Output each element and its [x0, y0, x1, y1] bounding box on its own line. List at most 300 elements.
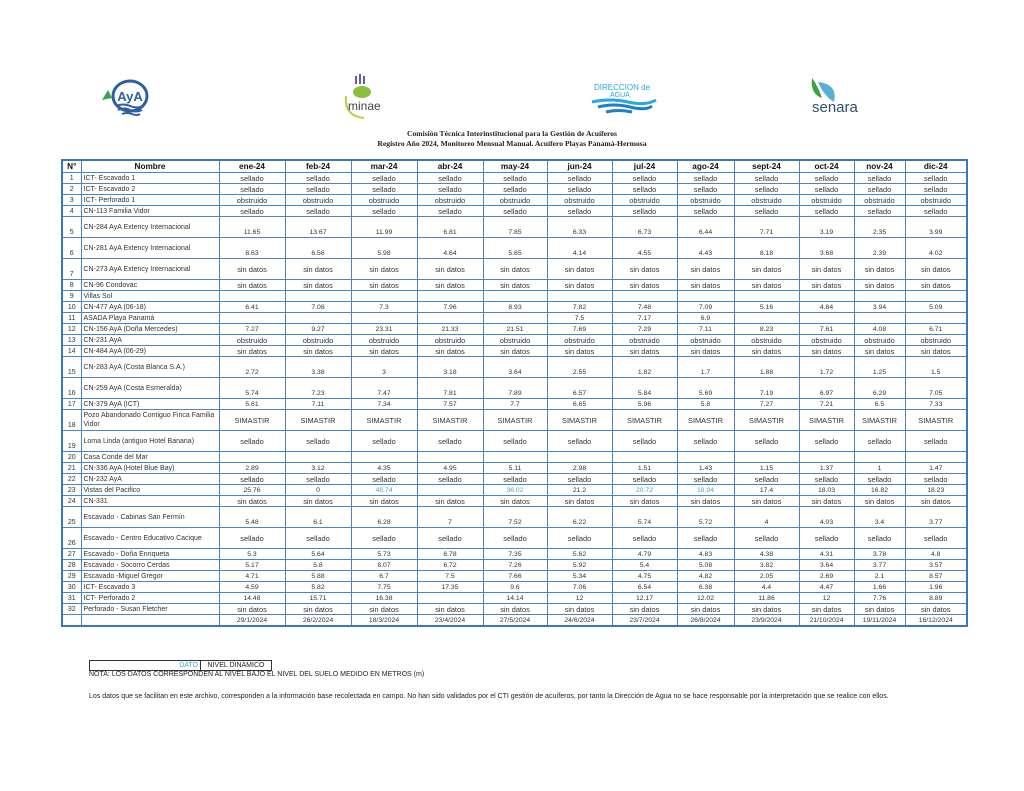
- measurement-cell: sellado: [854, 431, 905, 452]
- measurement-cell: sellado: [905, 528, 967, 549]
- measurement-date: 26/2/2024: [285, 615, 351, 627]
- column-header-month: jul-24: [612, 160, 677, 173]
- measurement-cell: sin datos: [219, 280, 285, 291]
- measurement-cell: [351, 291, 417, 302]
- measurement-cell: 3: [351, 357, 417, 378]
- measurement-cell: 2.39: [854, 238, 905, 259]
- column-header-month: oct-24: [799, 160, 854, 173]
- measurement-cell: sellado: [351, 206, 417, 217]
- measurement-cell: 8.57: [905, 571, 967, 582]
- measurement-cell: obstruido: [417, 195, 483, 206]
- measurement-cell: sellado: [219, 474, 285, 485]
- measurement-cell: [417, 313, 483, 324]
- table-row: [62, 604, 967, 615]
- measurement-cell: sin datos: [285, 346, 351, 357]
- column-header-month: ago-24: [677, 160, 734, 173]
- measurement-cell: 8.93: [483, 302, 547, 313]
- measurement-date: 23/4/2024: [417, 615, 483, 627]
- measurement-cell: 7.27: [219, 324, 285, 335]
- measurement-cell: 6.28: [351, 507, 417, 528]
- measurement-cell: 1.7: [677, 357, 734, 378]
- measurement-cell: 6.78: [417, 549, 483, 560]
- measurement-cell: sellado: [483, 528, 547, 549]
- measurement-cell: 4.71: [219, 571, 285, 582]
- measurement-cell: 21.33: [417, 324, 483, 335]
- measurement-cell: sellado: [285, 173, 351, 184]
- measurement-cell: 8.63: [219, 238, 285, 259]
- measurement-cell: 20.72: [612, 485, 677, 496]
- measurement-cell: sin datos: [612, 259, 677, 280]
- measurement-cell: 3.94: [854, 302, 905, 313]
- measurement-cell: 7.21: [799, 399, 854, 410]
- measurement-cell: 7.17: [612, 313, 677, 324]
- measurement-cell: sin datos: [219, 496, 285, 507]
- measurement-cell: [677, 452, 734, 463]
- measurement-cell: obstruido: [285, 195, 351, 206]
- measurement-cell: obstruido: [799, 195, 854, 206]
- measurement-cell: sellado: [799, 528, 854, 549]
- row-number: 27: [62, 549, 81, 560]
- row-number: 3: [62, 195, 81, 206]
- measurement-cell: 4.64: [417, 238, 483, 259]
- legend-key: DATO: [90, 661, 201, 670]
- measurement-cell: SIMASTIR: [547, 410, 612, 431]
- measurement-cell: sin datos: [547, 604, 612, 615]
- measurement-cell: obstruido: [417, 335, 483, 346]
- measurement-cell: 1.25: [854, 357, 905, 378]
- measurement-cell: sin datos: [854, 259, 905, 280]
- measurement-cell: sellado: [417, 528, 483, 549]
- measurement-cell: 1.15: [734, 463, 799, 474]
- measurement-cell: [219, 452, 285, 463]
- measurement-cell: 6.56: [285, 238, 351, 259]
- measurement-cell: 17.35: [417, 582, 483, 593]
- table-row: [62, 528, 967, 549]
- row-number: 16: [62, 378, 81, 399]
- measurement-cell: sellado: [677, 431, 734, 452]
- measurement-cell: sellado: [483, 173, 547, 184]
- measurement-cell: sin datos: [351, 496, 417, 507]
- measurement-cell: 5.82: [285, 582, 351, 593]
- well-name: ICT- Perforado 2: [81, 593, 219, 604]
- measurement-cell: obstruido: [547, 335, 612, 346]
- measurement-cell: 5.98: [351, 238, 417, 259]
- measurement-cell: sellado: [285, 184, 351, 195]
- measurement-cell: 3.82: [734, 560, 799, 571]
- table-row: [62, 217, 967, 238]
- table-row: [62, 560, 967, 571]
- measurement-cell: 5.48: [219, 507, 285, 528]
- measurement-cell: 9.6: [483, 582, 547, 593]
- measurement-cell: 3.68: [799, 238, 854, 259]
- measurement-cell: 5.92: [547, 560, 612, 571]
- table-row: [62, 582, 967, 593]
- measurement-cell: SIMASTIR: [854, 410, 905, 431]
- measurement-cell: 12.17: [612, 593, 677, 604]
- measurement-cell: sellado: [734, 173, 799, 184]
- measurement-cell: [417, 485, 483, 496]
- column-header-month: jun-24: [547, 160, 612, 173]
- measurement-cell: sellado: [854, 173, 905, 184]
- measurement-cell: 6.38: [677, 582, 734, 593]
- measurement-cell: 6.44: [677, 217, 734, 238]
- measurement-cell: [612, 452, 677, 463]
- measurement-cell: [799, 313, 854, 324]
- table-row: [62, 259, 967, 280]
- row-number: 19: [62, 431, 81, 452]
- measurement-cell: sin datos: [417, 259, 483, 280]
- measurement-cell: sin datos: [417, 604, 483, 615]
- measurement-cell: sin datos: [417, 346, 483, 357]
- measurement-cell: 6.54: [612, 582, 677, 593]
- measurement-cell: 6.81: [417, 217, 483, 238]
- well-name: CN-484 AyA (06-29): [81, 346, 219, 357]
- well-name: ASADA Playa Panamá: [81, 313, 219, 324]
- measurement-cell: 7.06: [547, 582, 612, 593]
- measurement-cell: 21.51: [483, 324, 547, 335]
- measurement-cell: SIMASTIR: [905, 410, 967, 431]
- measurement-cell: 3.57: [905, 560, 967, 571]
- measurement-cell: sellado: [677, 173, 734, 184]
- measurement-date: 19/11/2024: [854, 615, 905, 627]
- measurement-cell: 18.94: [677, 485, 734, 496]
- measurement-cell: 7.89: [483, 378, 547, 399]
- measurement-cell: 4.82: [677, 571, 734, 582]
- well-name: CN-477 AyA (06-18): [81, 302, 219, 313]
- measurement-cell: 12.02: [677, 593, 734, 604]
- measurement-date: 27/5/2024: [483, 615, 547, 627]
- measurement-cell: 4.47: [799, 582, 854, 593]
- row-number: 5: [62, 217, 81, 238]
- measurement-cell: sin datos: [612, 496, 677, 507]
- row-number: 26: [62, 528, 81, 549]
- measurement-date: 29/1/2024: [219, 615, 285, 627]
- measurement-cell: 13.67: [285, 217, 351, 238]
- row-number: 2: [62, 184, 81, 195]
- measurement-cell: sellado: [219, 206, 285, 217]
- measurement-cell: sellado: [285, 474, 351, 485]
- row-number: 30: [62, 582, 81, 593]
- measurement-cell: sellado: [905, 431, 967, 452]
- measurement-cell: [677, 291, 734, 302]
- measurement-cell: 5.74: [612, 507, 677, 528]
- measurement-cell: sellado: [351, 528, 417, 549]
- measurement-cell: sin datos: [905, 496, 967, 507]
- measurement-cell: [734, 313, 799, 324]
- measurement-cell: 2.55: [547, 357, 612, 378]
- well-name: CN-232 AyA: [81, 474, 219, 485]
- measurement-cell: SIMASTIR: [677, 410, 734, 431]
- measurement-cell: 1.96: [905, 582, 967, 593]
- table-row: [62, 496, 967, 507]
- measurement-cell: sin datos: [285, 496, 351, 507]
- measurement-cell: sin datos: [905, 259, 967, 280]
- measurement-cell: 7.52: [483, 507, 547, 528]
- row-number: 9: [62, 291, 81, 302]
- measurement-cell: sin datos: [677, 346, 734, 357]
- measurement-cell: 16.38: [351, 593, 417, 604]
- table-row: [62, 593, 967, 604]
- measurement-cell: sin datos: [417, 280, 483, 291]
- well-name: ICT- Escavado 3: [81, 582, 219, 593]
- measurement-cell: 1: [854, 463, 905, 474]
- table-row: [62, 195, 967, 206]
- measurement-cell: sellado: [734, 528, 799, 549]
- measurement-date: 21/10/2024: [799, 615, 854, 627]
- measurement-cell: 7.27: [734, 399, 799, 410]
- measurement-cell: sellado: [734, 184, 799, 195]
- table-row: [62, 431, 967, 452]
- measurement-cell: 7: [417, 507, 483, 528]
- measurement-cell: sellado: [734, 474, 799, 485]
- measurement-cell: 11.65: [219, 217, 285, 238]
- measurement-cell: sellado: [351, 173, 417, 184]
- table-row: [62, 184, 967, 195]
- measurement-cell: 8.89: [905, 593, 967, 604]
- measurement-cell: obstruido: [219, 195, 285, 206]
- monitoring-table-container: [61, 159, 966, 627]
- measurement-cell: sellado: [285, 431, 351, 452]
- measurement-cell: sellado: [854, 528, 905, 549]
- measurement-cell: sin datos: [219, 346, 285, 357]
- measurement-cell: 8.07: [351, 560, 417, 571]
- measurement-cell: 6.71: [905, 324, 967, 335]
- measurement-cell: 6.57: [547, 378, 612, 399]
- measurement-cell: 48.74: [351, 485, 417, 496]
- table-row: [62, 463, 967, 474]
- measurement-cell: sellado: [547, 173, 612, 184]
- measurement-cell: 5.8: [285, 560, 351, 571]
- measurement-cell: SIMASTIR: [799, 410, 854, 431]
- column-header-month: feb-24: [285, 160, 351, 173]
- header-row: [62, 160, 967, 173]
- svg-text:senara: senara: [812, 99, 858, 116]
- measurement-cell: sin datos: [483, 496, 547, 507]
- svg-text:AyA: AyA: [117, 89, 143, 104]
- measurement-cell: sin datos: [612, 346, 677, 357]
- measurement-cell: sellado: [677, 474, 734, 485]
- measurement-cell: sin datos: [734, 346, 799, 357]
- empty-cell: [62, 615, 81, 627]
- well-name: Vistas del Pacifico: [81, 485, 219, 496]
- measurement-cell: 1.72: [799, 357, 854, 378]
- measurement-cell: 5.73: [351, 549, 417, 560]
- row-number: 1: [62, 173, 81, 184]
- row-number: 20: [62, 452, 81, 463]
- measurement-cell: 5.09: [905, 302, 967, 313]
- measurement-cell: 8.23: [734, 324, 799, 335]
- measurement-cell: obstruido: [799, 335, 854, 346]
- measurement-cell: 7.11: [285, 399, 351, 410]
- row-number: 10: [62, 302, 81, 313]
- measurement-cell: 3.4: [854, 507, 905, 528]
- measurement-cell: 25.76: [219, 485, 285, 496]
- measurement-cell: obstruido: [905, 195, 967, 206]
- measurement-cell: [351, 313, 417, 324]
- measurement-cell: sin datos: [547, 346, 612, 357]
- measurement-cell: [351, 452, 417, 463]
- measurement-cell: sin datos: [219, 604, 285, 615]
- measurement-cell: [905, 452, 967, 463]
- measurement-cell: obstruido: [612, 335, 677, 346]
- measurement-cell: sin datos: [854, 346, 905, 357]
- svg-text:DIRECCION de: DIRECCION de: [594, 83, 651, 92]
- measurement-cell: 3.64: [483, 357, 547, 378]
- measurement-cell: sellado: [351, 431, 417, 452]
- measurement-cell: sin datos: [734, 604, 799, 615]
- measurement-cell: sellado: [547, 474, 612, 485]
- measurement-date: 26/8/2024: [677, 615, 734, 627]
- measurement-cell: 7.81: [417, 378, 483, 399]
- minae-logo: [340, 72, 400, 122]
- measurement-cell: obstruido: [734, 335, 799, 346]
- measurement-cell: 5.74: [219, 378, 285, 399]
- row-number: 12: [62, 324, 81, 335]
- measurement-cell: sin datos: [547, 496, 612, 507]
- measurement-cell: sin datos: [734, 280, 799, 291]
- measurement-cell: [219, 313, 285, 324]
- legend-label: NIVEL DINÁMICO: [207, 662, 265, 669]
- measurement-cell: 3.12: [285, 463, 351, 474]
- well-name: CN-96 Condovac: [81, 280, 219, 291]
- measurement-cell: obstruido: [351, 195, 417, 206]
- measurement-cell: sin datos: [547, 259, 612, 280]
- column-header-number: N°: [62, 160, 81, 173]
- measurement-cell: 11.86: [734, 593, 799, 604]
- measurement-cell: sellado: [799, 474, 854, 485]
- measurement-cell: 4.03: [799, 507, 854, 528]
- measurement-cell: sin datos: [351, 604, 417, 615]
- measurement-cell: 3.78: [854, 549, 905, 560]
- measurement-cell: 3.18: [417, 357, 483, 378]
- measurement-cell: [905, 291, 967, 302]
- table-row: [62, 346, 967, 357]
- measurement-cell: obstruido: [483, 195, 547, 206]
- measurement-cell: sellado: [734, 431, 799, 452]
- measurement-cell: [854, 313, 905, 324]
- measurement-cell: 4.08: [854, 324, 905, 335]
- measurement-cell: [854, 452, 905, 463]
- measurement-cell: 6.5: [854, 399, 905, 410]
- measurement-cell: 5.84: [612, 378, 677, 399]
- measurement-cell: SIMASTIR: [285, 410, 351, 431]
- svg-text:minae: minae: [348, 99, 381, 113]
- measurement-cell: SIMASTIR: [734, 410, 799, 431]
- measurement-cell: obstruido: [734, 195, 799, 206]
- column-header-month: dic-24: [905, 160, 967, 173]
- measurement-cell: sellado: [483, 206, 547, 217]
- empty-cell: [81, 615, 219, 627]
- measurement-cell: 7.5: [417, 571, 483, 582]
- measurement-cell: 5.17: [219, 560, 285, 571]
- measurement-cell: 16.82: [854, 485, 905, 496]
- measurement-cell: 4.59: [219, 582, 285, 593]
- row-number: 28: [62, 560, 81, 571]
- column-header-name: Nombre: [81, 160, 219, 173]
- well-name: Pozo Abandonado Contiguo Finca Familia Vidor: [81, 410, 219, 431]
- table-row: [62, 399, 967, 410]
- measurement-cell: 4.38: [734, 549, 799, 560]
- table-row: [62, 313, 967, 324]
- measurement-cell: 6.29: [854, 378, 905, 399]
- title-line-1: Comisión Técnica Interinstitucional para la Gestión de Acuíferos: [406, 129, 618, 138]
- measurement-cell: sellado: [799, 431, 854, 452]
- well-name: Escavado - Doña Enriqueta: [81, 549, 219, 560]
- row-number: 8: [62, 280, 81, 291]
- measurement-cell: 4.75: [612, 571, 677, 582]
- measurement-cell: [905, 313, 967, 324]
- measurement-cell: 5.3: [219, 549, 285, 560]
- measurement-cell: obstruido: [285, 335, 351, 346]
- measurement-cell: 4.8: [905, 549, 967, 560]
- measurement-date: 24/6/2024: [547, 615, 612, 627]
- measurement-cell: sellado: [417, 474, 483, 485]
- row-number: 31: [62, 593, 81, 604]
- measurement-cell: 1.37: [799, 463, 854, 474]
- measurement-cell: sin datos: [905, 604, 967, 615]
- row-number: 13: [62, 335, 81, 346]
- measurement-cell: 6.65: [547, 399, 612, 410]
- measurement-cell: obstruido: [677, 195, 734, 206]
- measurement-cell: sin datos: [734, 496, 799, 507]
- measurement-cell: 6.41: [219, 302, 285, 313]
- measurement-cell: [417, 452, 483, 463]
- measurement-cell: 9.27: [285, 324, 351, 335]
- measurement-cell: 1.82: [612, 357, 677, 378]
- measurement-cell: sellado: [854, 184, 905, 195]
- measurement-cell: 5.16: [734, 302, 799, 313]
- measurement-cell: sellado: [612, 431, 677, 452]
- measurement-cell: SIMASTIR: [483, 410, 547, 431]
- measurement-cell: 17.4: [734, 485, 799, 496]
- measurement-cell: 7.23: [285, 378, 351, 399]
- disclaimer-text: Los datos que se facilitan en este archivo, corresponden a la información base recolectada en campo. No han sido validados por el CTI gestión de acuíferos, por tanto la Dirección de Agua no se hace responsable por la interpretación que se realice con ellos.: [89, 693, 889, 700]
- measurement-cell: obstruido: [612, 195, 677, 206]
- measurement-cell: 7.7: [483, 399, 547, 410]
- row-number: 6: [62, 238, 81, 259]
- measurement-cell: obstruido: [854, 335, 905, 346]
- measurement-cell: 5.34: [547, 571, 612, 582]
- measurement-cell: obstruido: [351, 335, 417, 346]
- well-name: Villas Sol: [81, 291, 219, 302]
- table-row: [62, 474, 967, 485]
- measurement-cell: sin datos: [677, 496, 734, 507]
- aya-logo: [100, 78, 158, 118]
- measurement-cell: 7.57: [417, 399, 483, 410]
- measurement-cell: obstruido: [677, 335, 734, 346]
- measurement-cell: 4.14: [547, 238, 612, 259]
- measurement-cell: [854, 291, 905, 302]
- measurement-cell: 7.85: [483, 217, 547, 238]
- measurement-cell: 18.03: [799, 485, 854, 496]
- well-name: CN-273 AyA Extency Internacional: [81, 259, 219, 280]
- well-name: CN-331: [81, 496, 219, 507]
- measurement-cell: sellado: [285, 206, 351, 217]
- measurement-cell: 6.22: [547, 507, 612, 528]
- row-number: 14: [62, 346, 81, 357]
- measurement-cell: 6.73: [612, 217, 677, 238]
- measurement-cell: sin datos: [799, 259, 854, 280]
- direccion-agua-logo: [588, 80, 660, 116]
- measurement-cell: 1.66: [854, 582, 905, 593]
- measurement-cell: 4.79: [612, 549, 677, 560]
- measurement-cell: [417, 593, 483, 604]
- measurement-cell: sin datos: [285, 280, 351, 291]
- measurement-cell: obstruido: [905, 335, 967, 346]
- measurement-cell: 7.08: [285, 302, 351, 313]
- measurement-cell: sellado: [417, 206, 483, 217]
- column-header-month: abr-24: [417, 160, 483, 173]
